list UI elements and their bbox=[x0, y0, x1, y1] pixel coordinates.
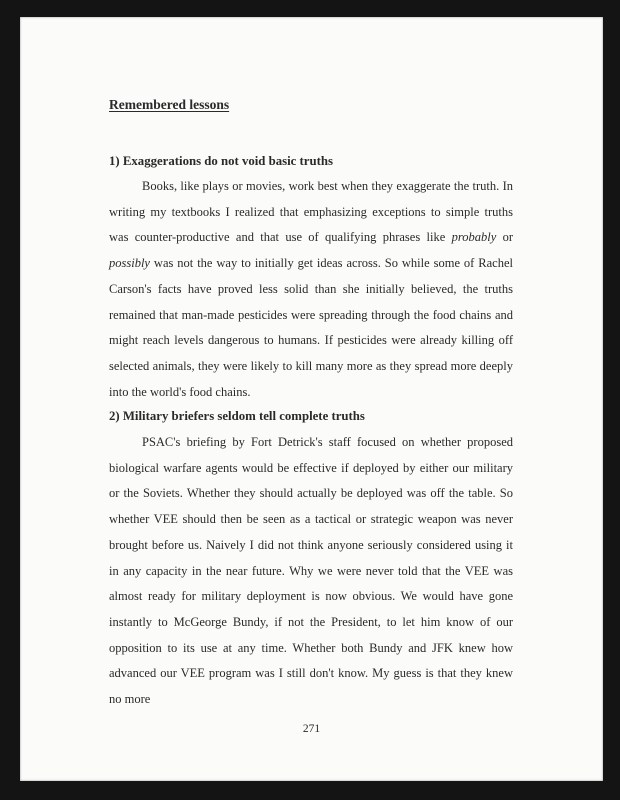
page-number: 271 bbox=[302, 723, 321, 735]
section-2-paragraph: PSAC's briefing by Fort Detrick's staff focused on whether proposed biological warfare agents would be effective if deployed by either our military or the Soviets. Whether they should actually be deployed was off the table. So whether VEE should then be seen as a tactical or strategic weapon was never brought before us. Naively I did not think anyone seriously considered using it in any capacity in the near future. Why we were never told that the VEE was almost ready for military deployment is now obvious. We would have gone instantly to McGeorge Bundy, if not the President, to let him know of our opposition to its use at any time. Whether both Bundy and JFK knew how advanced our VEE program was I still don't know. My guess is that they knew no more bbox=[109, 435, 513, 707]
section-1-text-a: Books, like plays or movies, work best when they exaggerate the truth. In writing my textbooks I realized that emphasizing exceptions to simple truths was counter-productive and that use of qualifying phrases like bbox=[109, 179, 513, 245]
document-page bbox=[20, 17, 603, 781]
section-1-text-b: or bbox=[496, 230, 513, 245]
section-1-heading: 1) Exaggerations do not void basic truths bbox=[109, 154, 333, 168]
section-2-heading: 2) Military briefers seldom tell complete truths bbox=[109, 409, 365, 423]
section-1-text-c: was not the way to initially get ideas across. So while some of Rachel Carson's facts have proved less solid than she initially believed, the truths remained that man-made pesticides were spreading through the food chains and might reach levels dangerous to humans. If pesticides were already killing off selected animals, they were likely to kill many more as they spread more deeply into the world's food chains. bbox=[109, 256, 513, 399]
italic-possibly: possibly bbox=[109, 256, 150, 271]
page-title: Remembered lessons bbox=[109, 97, 230, 112]
italic-probably: probably bbox=[451, 230, 497, 245]
section-1-paragraph bbox=[109, 174, 513, 405]
